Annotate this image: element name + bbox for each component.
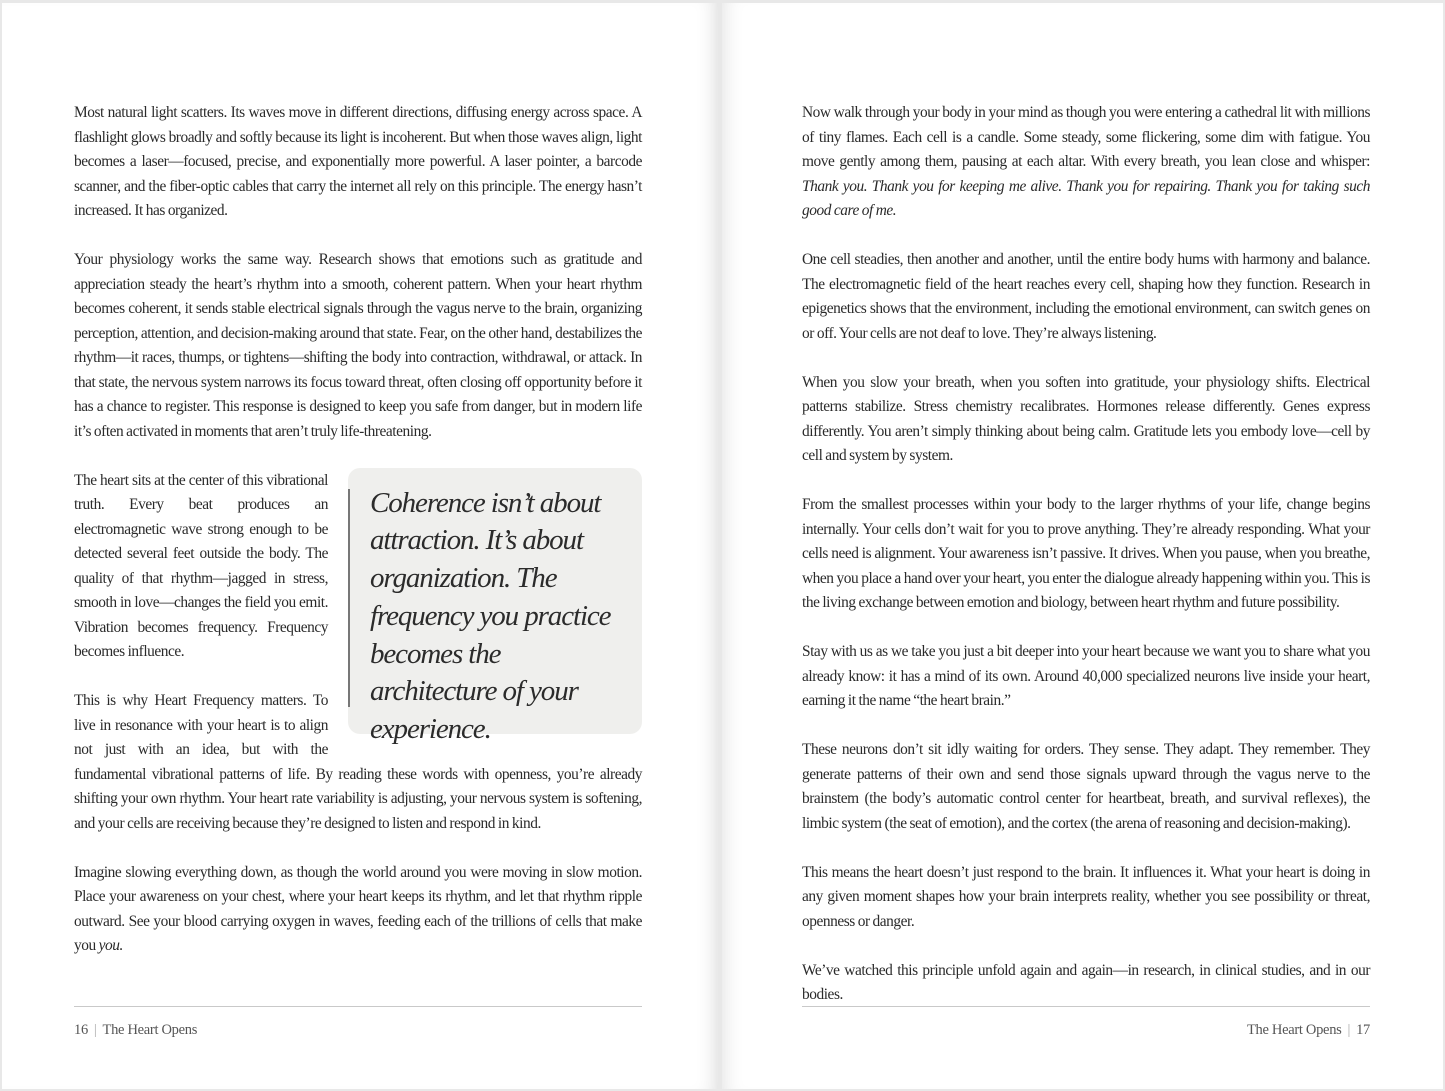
- right-page-body: [802, 101, 1370, 1032]
- footer-separator: |: [1347, 1022, 1351, 1038]
- left-page: [2, 3, 718, 1089]
- pullquote-bar: [348, 489, 350, 707]
- paragraph: We’ve watched this principle unfold again and again—in research, in clinical studies, and in our bodies.: [802, 961, 1370, 1003]
- paragraph: From the smallest processes within your body to the larger rhythms of your life, change begins internally. Your cells don’t wait for you to prove anything. They’re already responding. What your cells need is alignment. Your awareness isn’t passive. It drives. When you pause, when you breathe, when you place a hand over your heart, you enter the dialogue already happening within you. This is the living exchange between emotion and biology, between heart rhythm and future possibility.: [802, 496, 1370, 611]
- right-page: [722, 3, 1443, 1089]
- paragraph: One cell steadies, then another and another, until the entire body hums with harmony and balance. The electromagnetic field of the heart reaches every cell, shaping how they function. Research in epigenetics shows that the environment, including the emotional environment, can switch genes on or off. Your cells are not deaf to love. They’re always listening.: [802, 251, 1370, 342]
- page-footer: [1247, 1022, 1370, 1039]
- page-number: 16: [74, 1022, 88, 1038]
- paragraph: Most natural light scatters. Its waves move in different directions, diffusing energy across space. A flashlight glows broadly and softly because its light is incoherent. But when those waves align, light becomes a laser—focused, precise, and exponentially more powerful. A laser pointer, a barcode scanner, and the fiber-optic cables that carry the internet all rely on this principle. The energy hasn’t increased. It has organized.: [74, 104, 642, 219]
- paragraph: The heart sits at the center of this vibrational truth. Every beat produces an electromagnetic wave strong enough to be detected several feet outside the body. The quality of that rhythm—jagged in stress, smooth in love—changes the field you emit. Vibration becomes frequency. Frequency becomes influence.: [74, 471, 328, 660]
- pullquote-box: [348, 468, 642, 746]
- paragraph: These neurons don’t sit idly waiting for orders. They sense. They adapt. They remember. They generate patterns of their own and send those signals upward through the vagus nerve to the brainstem (the body’s automatic control center for heartbeat, breath, and survival reflexes), the limbic system (the seat of emotion), and the cortex (the arena of reasoning and decision-making).: [802, 741, 1370, 832]
- paragraph: Your physiology works the same way. Research shows that emotions such as gratitude and appreciation steady the heart’s rhythm into a smooth, coherent pattern. When your heart rhythm becomes coherent, it sends stable electrical signals through the vagus nerve to the brain, organizing perception, attention, and decision-making around that state. Fear, on the other hand, destabilizes the rhythm—it races, thumps, or tightens—shifting the body into contraction, withdrawal, or attack. In that state, the nervous system narrows its focus toward threat, often closing off opportunity before it has a chance to register. This response is designed to keep you safe from danger, but in modern life it’s often activated in moments that aren’t truly life-threatening.: [74, 251, 642, 440]
- footer-rule: [802, 1006, 1370, 1007]
- footer-rule: [74, 1006, 642, 1007]
- page-number: 17: [1356, 1022, 1370, 1038]
- paragraph: [802, 101, 1370, 224]
- emphasis-text: you.: [98, 937, 123, 954]
- paragraph: [74, 861, 642, 959]
- paragraph: This means the heart doesn’t just respond to the brain. It influences it. What your heart is doing in any given moment shapes how your brain interprets reality, whether you see possibility or threat, openness or danger.: [802, 863, 1370, 930]
- footer-separator: |: [93, 1022, 97, 1038]
- paragraph: This is why Heart Frequency matters. To live in resonance with your heart is to align not just with an idea, but with the fundamental vibrational patterns of life. By reading these words with openness, you’re already shifting your own rhythm. Your heart rate variability is adjusting, your nervous system is softening, and your cells are receiving because they’re designed to listen and respond in kind.: [74, 692, 642, 832]
- paragraph-text: Now walk through your body in your mind as though you were entering a cathedral lit with millions of tiny flames. Each cell is a candle. Some steady, some flickering, some dim with fatigue. You move gently among them, pausing at each altar. With every breath, you lean close and whisper:: [802, 104, 1370, 170]
- emphasis-text: Thank you. Thank you for keeping me alive. Thank you for repairing. Thank you for taking such good care of me.: [802, 177, 1370, 219]
- running-title: The Heart Opens: [1246, 1022, 1342, 1038]
- pullquote-wrap-block: [74, 469, 642, 837]
- paragraph: Stay with us as we take you just a bit deeper into your heart because we want you to share what you already know: it has a mind of its own. Around 40,000 specialized neurons live inside your heart, earning it the name “the heart brain.”: [802, 643, 1370, 709]
- left-page-body: [74, 101, 642, 983]
- page-footer: [74, 1022, 197, 1039]
- pullquote-text: Coherence isn’t about attraction. It’s about organization. The frequency you practice becomes the architecture of your experience.: [370, 486, 611, 746]
- running-title: The Heart Opens: [102, 1022, 198, 1038]
- paragraph: When you slow your breath, when you soften into gratitude, your physiology shifts. Electrical patterns stabilize. Stress chemistry recalibrates. Hormones release differently. Genes express differently. You aren’t simply thinking about being calm. Gratitude lets you embody love—cell by cell and system by system.: [802, 373, 1370, 464]
- paragraph-text: Imagine slowing everything down, as though the world around you were moving in slow motion. Place your awareness on your chest, where your heart keeps its rhythm, and let that rhythm ripple outward. See your blood carrying oxygen in waves, feeding each of the trillions of cells that make you: [74, 863, 642, 954]
